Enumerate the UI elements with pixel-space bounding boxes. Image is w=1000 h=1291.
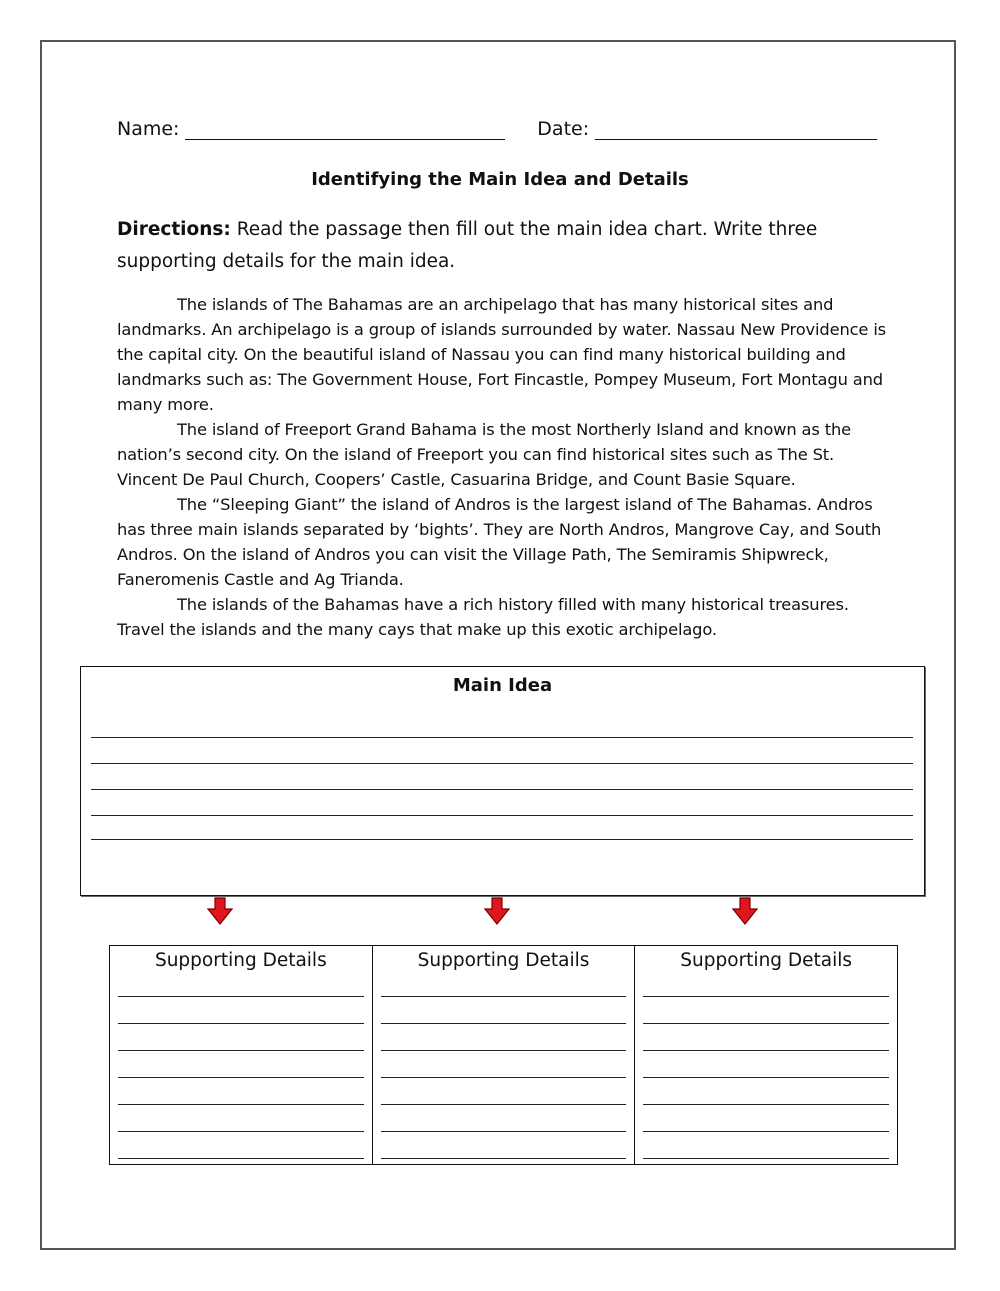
supporting-details-column [110,946,373,1164]
worksheet-title: Identifying the Main Idea and Details [311,169,689,190]
arrow-down-icon [484,897,510,925]
passage-paragraph: The islands of The Bahamas are an archipelago that has many historical sites and landmarks. An archipelago is a group of islands surrounded by water. Nassau New Providence is the capital city. On the beautiful island of Nassau you can find many historical building and landmarks such as: The Government House, Fort Fincastle, Pompey Museum, Fort Montagu and many more. [117,295,887,414]
supporting-details-heading: Supporting Details [154,950,327,971]
detail-write-line[interactable] [381,1104,627,1105]
supporting-details-column [373,946,636,1164]
detail-write-line[interactable] [118,1077,364,1078]
supporting-details-heading: Supporting Details [417,950,590,971]
detail-write-line[interactable] [381,1158,627,1159]
detail-write-line[interactable] [118,1050,364,1051]
directions-text: Read the passage then fill out the main idea chart. Write three supporting details for the main idea. [117,219,818,272]
detail-write-line[interactable] [118,1023,364,1024]
directions-label: Directions: [117,219,231,240]
name-label: Name: [117,118,180,140]
main-idea-box [80,666,925,896]
date-label: Date: [537,118,590,140]
supporting-details-column [635,946,897,1164]
arrow-down-icon [207,897,233,925]
passage-paragraph: The island of Freeport Grand Bahama is the most Northerly Island and known as the nation’s second city. On the island of Freeport you can find historical sites such as The St. Vincent De Paul Church, Coopers’ Castle, Casuarina Bridge, and Count Basie Square. [117,420,851,489]
main-idea-write-line[interactable] [91,789,913,790]
passage-paragraph: The “Sleeping Giant” the island of Andros is the largest island of The Bahamas. Andros has three main islands separated by ‘bights’. They are North Andros, Mangrove Cay, and South Andros. On the island of Andros you can visit the Village Path, The Semiramis Shipwreck, Faneromenis Castle and Ag Trianda. [117,495,882,589]
main-idea-write-line[interactable] [91,839,913,840]
detail-write-line[interactable] [643,1050,889,1051]
reading-passage [117,292,887,642]
date-field[interactable] [595,119,877,140]
detail-write-line[interactable] [643,1104,889,1105]
directions [117,214,877,278]
detail-write-line[interactable] [118,1104,364,1105]
detail-write-line[interactable] [643,1023,889,1024]
main-idea-write-line[interactable] [91,815,913,816]
detail-write-line[interactable] [381,1050,627,1051]
name-field[interactable] [185,119,505,140]
detail-write-line[interactable] [643,1077,889,1078]
detail-write-line[interactable] [643,996,889,997]
passage-paragraph: The islands of the Bahamas have a rich history filled with many historical treasures. Travel the islands and the many cays that make up this exotic archipelago. [117,595,849,639]
detail-write-line[interactable] [381,1023,627,1024]
main-idea-title: Main Idea [452,675,553,696]
detail-write-line[interactable] [118,1131,364,1132]
detail-write-line[interactable] [118,996,364,997]
supporting-details-heading: Supporting Details [680,950,853,971]
name-date-row [117,118,877,140]
detail-write-line[interactable] [381,1131,627,1132]
supporting-details-table [109,945,898,1165]
detail-write-line[interactable] [381,996,627,997]
detail-write-line[interactable] [381,1077,627,1078]
detail-write-line[interactable] [118,1158,364,1159]
main-idea-write-line[interactable] [91,763,913,764]
arrow-down-icon [732,897,758,925]
main-idea-write-line[interactable] [91,737,913,738]
detail-write-line[interactable] [643,1158,889,1159]
detail-write-line[interactable] [643,1131,889,1132]
